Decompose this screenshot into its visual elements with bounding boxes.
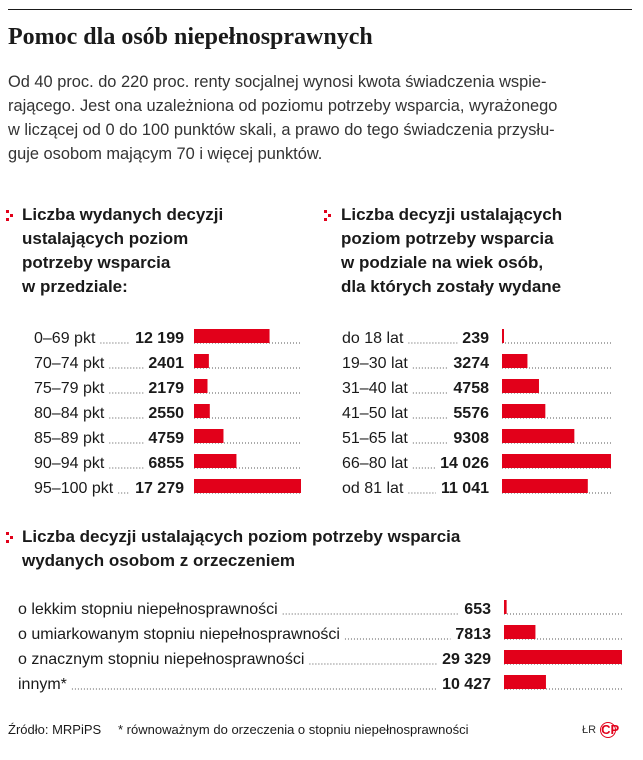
chart-1-value-label: 2550 <box>148 405 184 422</box>
publisher-mark-icon: CP <box>601 721 620 737</box>
chart-1-value-label: 2179 <box>148 380 184 397</box>
chart-2-bar <box>502 354 527 368</box>
chart-2-category-label: 51–65 lat <box>342 430 408 447</box>
chart-2-category-label: 19–30 lat <box>342 355 408 372</box>
chart-2-category-label: 31–40 lat <box>342 380 408 397</box>
chart-1-bar <box>194 479 301 493</box>
chart-3-title: Liczba decyzji ustalających poziom potrzeby wsparcia wydanych osobom z orzeczeniem <box>22 527 461 570</box>
chart-1-value-label: 2401 <box>148 355 184 372</box>
page-title: Pomoc dla osób niepełnosprawnych <box>8 24 373 50</box>
chart-2-category-label: 41–50 lat <box>342 405 408 422</box>
publisher-logo <box>582 721 620 739</box>
chart-2-title: Liczba decyzji ustalających poziom potrzeby wsparcia w podziale na wiek osób, dla których zostały wydane <box>341 205 563 296</box>
chart-1-category-label: 80–84 pkt <box>34 405 105 422</box>
chart-1-value-label: 12 199 <box>135 330 184 347</box>
chart-3-bar <box>504 625 535 639</box>
chart-1-category-label: 95–100 pkt <box>34 480 114 497</box>
author-initials: ŁR <box>582 723 597 736</box>
chart-2-bar <box>502 454 611 468</box>
chart-3-category-label: o lekkim stopniu niepełnosprawności <box>18 601 278 618</box>
chart-1-bars <box>0 320 320 500</box>
chart-1-value-label: 4759 <box>148 430 184 447</box>
chart-2-category-label: do 18 lat <box>342 330 404 347</box>
chart-3-value-label: 29 329 <box>442 651 491 668</box>
chart-2-value-label: 9308 <box>453 430 489 447</box>
section-marker-icon <box>6 532 16 546</box>
footnote: * równoważnym do orzeczenia o stopniu niepełnosprawności <box>118 722 469 737</box>
chart-2-value-label: 14 026 <box>440 455 489 472</box>
source-note: Źródło: MRPiPS <box>8 722 102 737</box>
chart-1-category-label: 75–79 pkt <box>34 380 105 397</box>
chart-3-bar <box>504 600 507 614</box>
chart-2-bar <box>502 429 574 443</box>
chart-1-category-label: 0–69 pkt <box>34 330 96 347</box>
section-marker-icon <box>6 210 16 224</box>
chart-3-category-label: innym* <box>18 676 67 693</box>
chart-1-bar <box>194 454 236 468</box>
chart-2-value-label: 11 041 <box>440 480 489 497</box>
chart-1-category-label: 90–94 pkt <box>34 455 105 472</box>
chart-1-bar <box>194 354 209 368</box>
chart-3-value-label: 10 427 <box>442 676 491 693</box>
chart-3-value-label: 7813 <box>455 626 491 643</box>
chart-3-bars <box>10 594 630 704</box>
chart-2-value-label: 4758 <box>453 380 489 397</box>
top-rule <box>8 9 632 10</box>
chart-2-bar <box>502 379 539 393</box>
chart-1-value-label: 17 279 <box>135 480 184 497</box>
chart-2-bar <box>502 404 545 418</box>
intro-text: Od 40 proc. do 220 proc. renty socjalnej wynosi kwota świadczenia wspie- rającego. Jest ona uzależniona od poziomu potrzeby wsparcia, wyrażonego w liczącej od 0 do 100 punktów skali, a prawo do tego świadczenia przysłu- guje osobom mającym 70 i więcej punktów. <box>8 73 558 163</box>
chart-2-category-label: 66–80 lat <box>342 455 408 472</box>
chart-1-bar <box>194 404 210 418</box>
chart-1-bar <box>194 429 223 443</box>
chart-1-category-label: 85–89 pkt <box>34 430 105 447</box>
chart-3-bar <box>504 650 622 664</box>
chart-3-category-label: o znacznym stopniu niepełnosprawności <box>18 651 305 668</box>
chart-1-bar <box>194 379 207 393</box>
chart-1-value-label: 6855 <box>148 455 184 472</box>
chart-2-value-label: 5576 <box>453 405 489 422</box>
chart-2-category-label: od 81 lat <box>342 480 404 497</box>
chart-2-bar <box>502 329 504 343</box>
chart-2-value-label: 239 <box>462 330 489 347</box>
chart-3-bar <box>504 675 546 689</box>
chart-2-bar <box>502 479 588 493</box>
chart-2-value-label: 3274 <box>453 355 489 372</box>
chart-3-value-label: 653 <box>464 601 491 618</box>
section-marker-icon <box>324 210 334 224</box>
chart-2-bars <box>335 320 638 500</box>
chart-1-category-label: 70–74 pkt <box>34 355 105 372</box>
chart-1-title: Liczba wydanych decyzji ustalających poziom potrzeby wsparcia w przedziale: <box>22 205 224 296</box>
chart-1-bar <box>194 329 270 343</box>
chart-3-category-label: o umiarkowanym stopniu niepełnosprawności <box>18 626 340 643</box>
